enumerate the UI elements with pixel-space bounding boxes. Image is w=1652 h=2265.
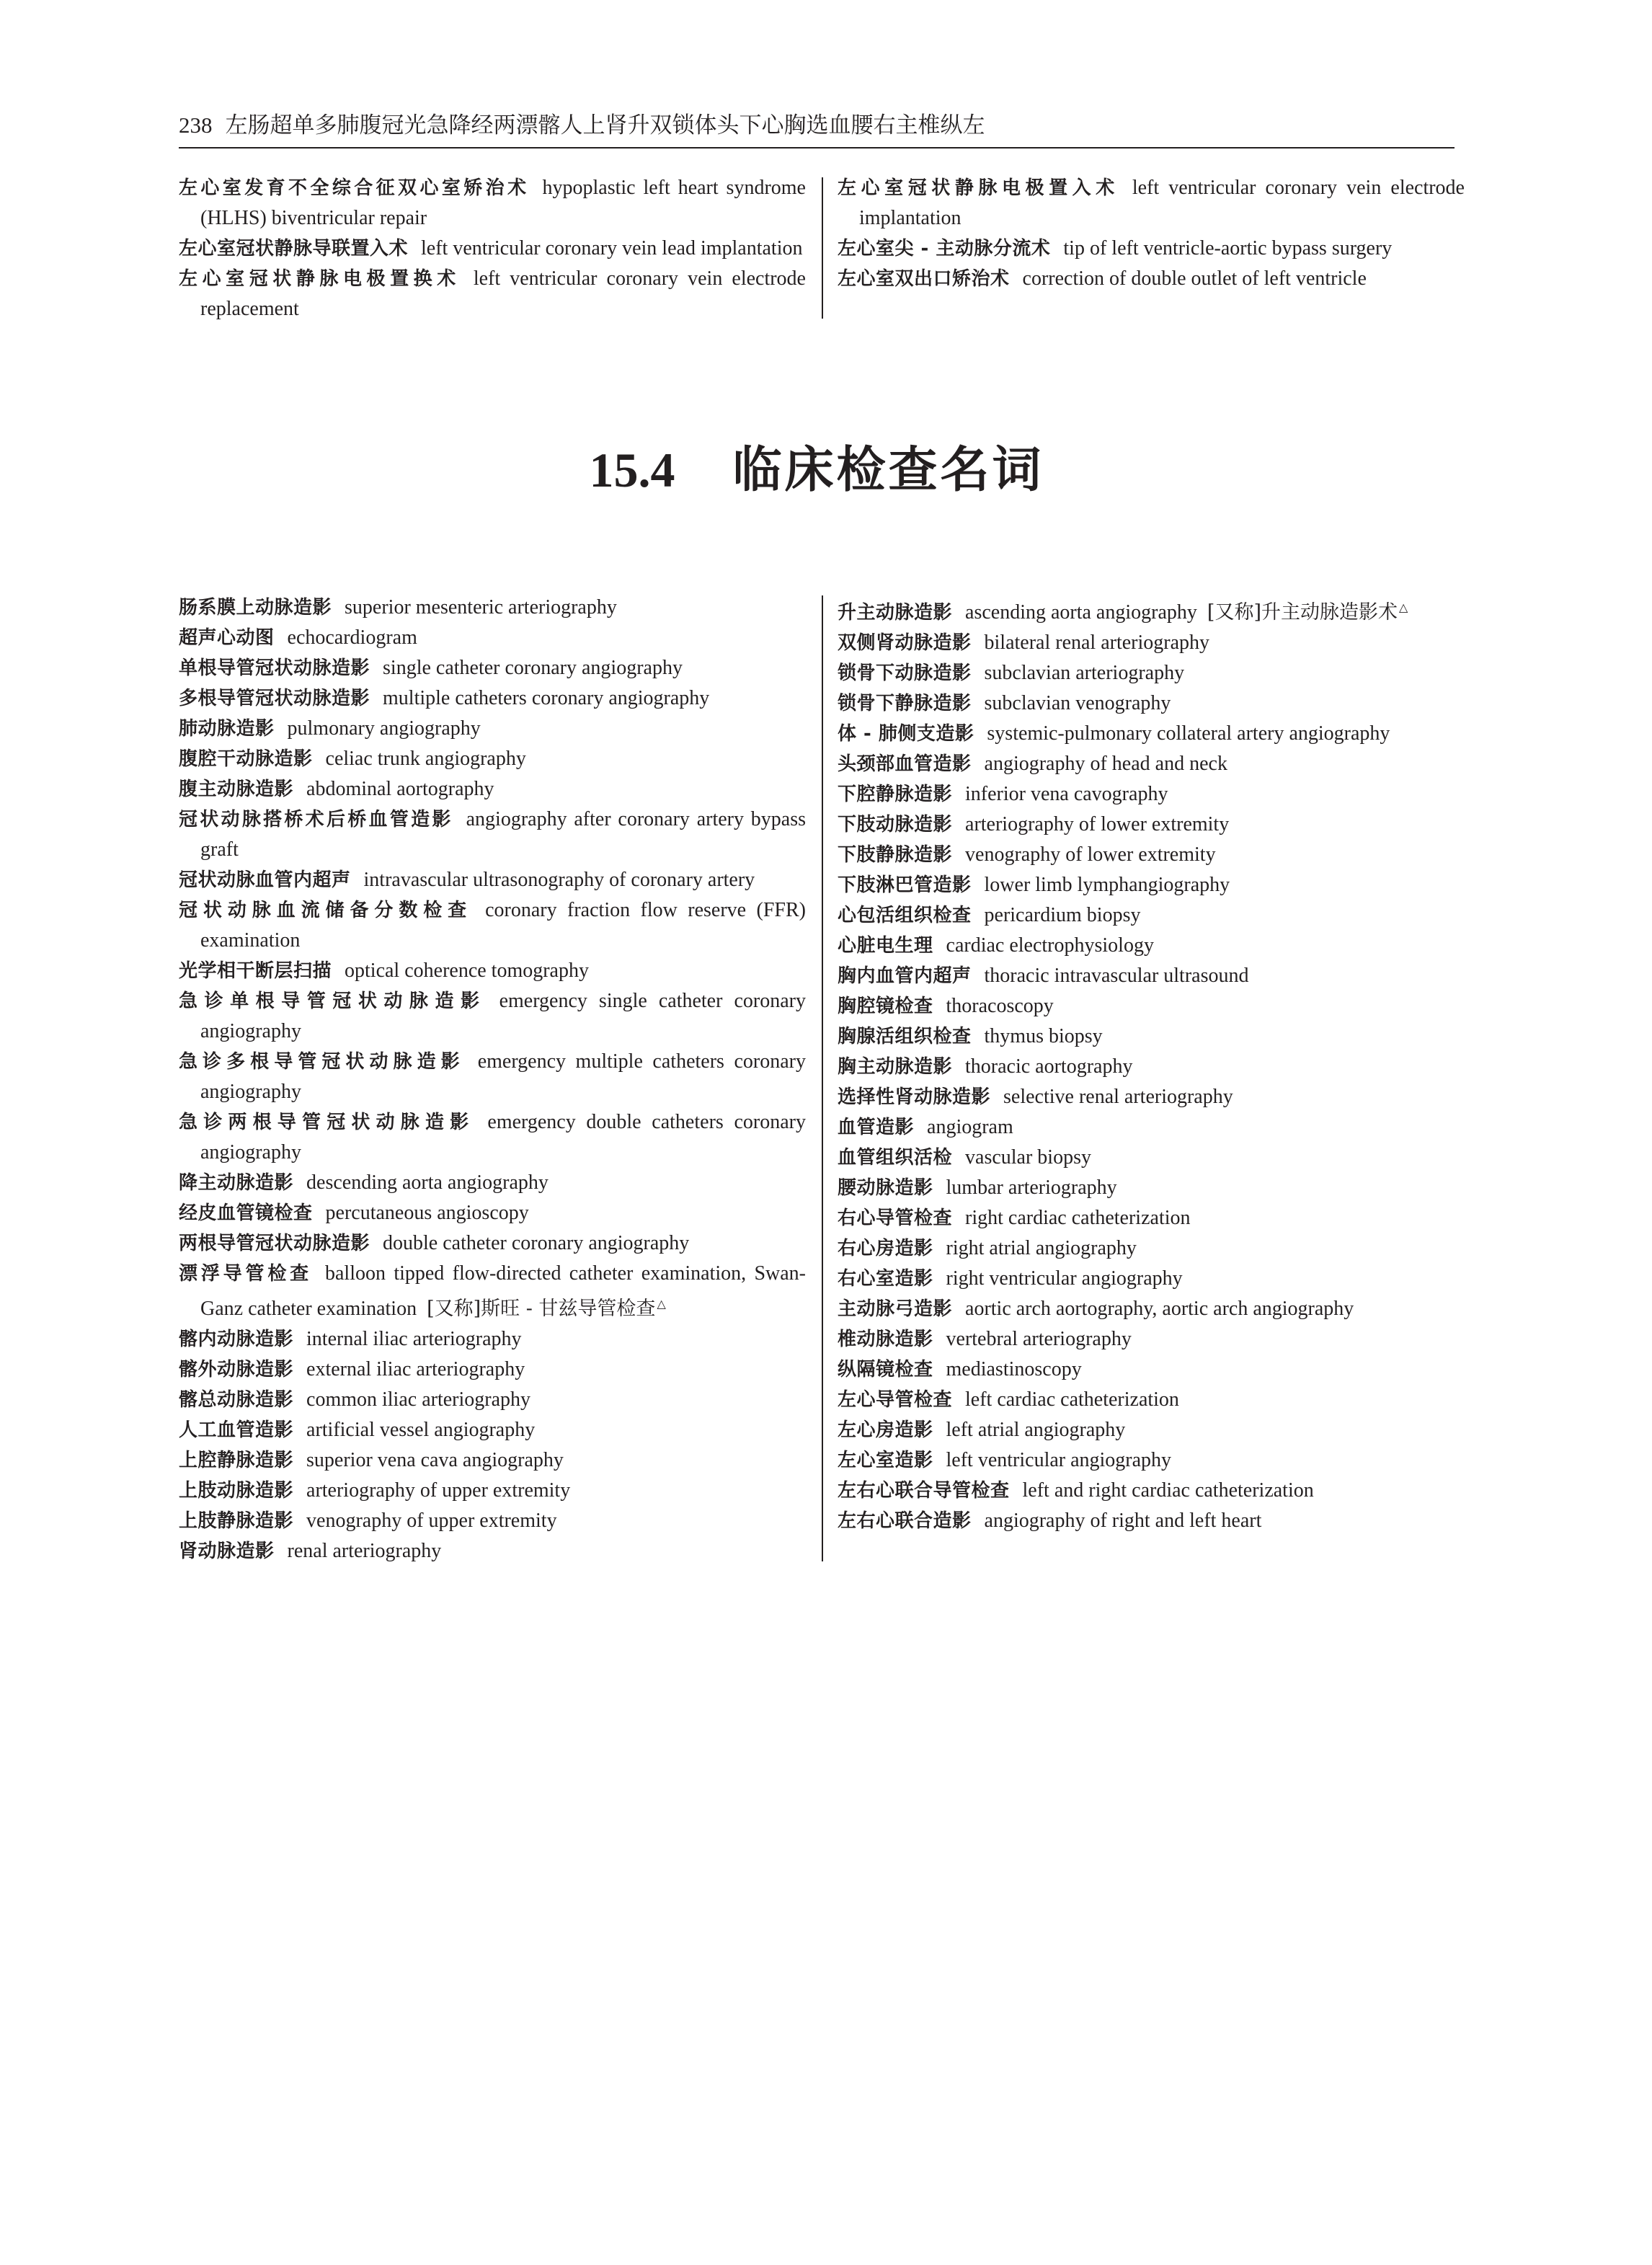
entry-term-zh: 急诊多根导管冠状动脉造影: [179, 1051, 465, 1073]
entry-term-en: angiography of head and neck: [984, 753, 1227, 775]
glossary-entry: [179, 653, 806, 683]
entry-term-zh: 心包活组织检查: [838, 905, 972, 926]
glossary-entry: [179, 1047, 806, 1107]
glossary-entry: [838, 810, 1465, 840]
entry-term-en: pulmonary angiography: [287, 717, 481, 740]
glossary-entry: [838, 1264, 1465, 1294]
glossary-entry: [838, 593, 1465, 628]
entry-term-en: tip of left ventricle-aortic bypass surgery: [1063, 237, 1393, 260]
glossary-entry: [838, 1112, 1465, 1143]
entry-term-en: correction of double outlet of left ventricle: [1022, 267, 1367, 290]
glossary-entry: [838, 931, 1465, 961]
glossary-entry: [179, 1324, 806, 1355]
entry-term-zh: 胸腔镜检查: [838, 996, 933, 1017]
entry-term-en: thoracoscopy: [946, 995, 1054, 1017]
entry-term-en: angiography after coronary artery bypass graft: [200, 808, 806, 861]
entry-term-en: descending aorta angiography: [306, 1171, 549, 1194]
glossary-entry: [838, 628, 1465, 658]
entry-term-en: arteriography of lower extremity: [965, 813, 1230, 835]
glossary-entry: [179, 1506, 806, 1536]
entry-term-en: left and right cardiac catheterization: [1022, 1479, 1314, 1502]
entry-term-zh: 单根导管冠状动脉造影: [179, 657, 370, 679]
glossary-entry: [838, 900, 1465, 931]
entry-term-zh: 头颈部血管造影: [838, 753, 972, 775]
entry-term-zh: 下肢静脉造影: [838, 844, 953, 866]
entry-term-en: emergency double catheters coronary angiography: [200, 1111, 806, 1163]
entry-term-zh: 经皮血管镜检查: [179, 1202, 313, 1224]
triangle-mark-icon: △: [1398, 600, 1408, 614]
section-number: 15.4: [589, 443, 675, 497]
entry-term-en: thymus biopsy: [984, 1025, 1103, 1047]
entry-term-zh: 左心室尖 - 主动脉分流术: [838, 238, 1051, 260]
glossary-entry: [179, 593, 806, 623]
glossary-entry: [179, 895, 806, 956]
entry-term-en: mediastinoscopy: [946, 1358, 1082, 1380]
entry-term-zh: 腰动脉造影: [838, 1177, 933, 1199]
entry-term-en: superior vena cava angiography: [306, 1449, 564, 1471]
entry-term-en: bilateral renal arteriography: [984, 631, 1210, 654]
entry-term-en: internal iliac arteriography: [306, 1328, 522, 1350]
entry-term-zh: 胸内血管内超声: [838, 965, 972, 987]
entry-term-en: selective renal arteriography: [1003, 1086, 1233, 1108]
glossary-entry: [179, 865, 806, 895]
section-title: [179, 434, 1455, 506]
entry-term-zh: 纵隔镜检查: [838, 1359, 933, 1380]
entry-term-en: lumbar arteriography: [946, 1176, 1117, 1199]
glossary-entry: [838, 779, 1465, 810]
entry-term-en: angiography of right and left heart: [984, 1510, 1262, 1532]
entry-term-zh: 人工血管造影: [179, 1419, 294, 1441]
entry-term-en: left ventricular angiography: [946, 1449, 1172, 1471]
glossary-entry: [838, 840, 1465, 870]
entry-term-en: thoracic intravascular ultrasound: [984, 965, 1249, 987]
entry-term-en: right atrial angiography: [946, 1237, 1137, 1259]
entry-term-zh: 胸腺活组织检查: [838, 1026, 972, 1047]
entry-term-zh: 急诊单根导管冠状动脉造影: [179, 990, 487, 1012]
running-header: [179, 108, 1455, 143]
entry-term-zh: 肠系膜上动脉造影: [179, 597, 332, 619]
entry-term-en: renal arteriography: [287, 1540, 442, 1562]
glossary-entry: [179, 1445, 806, 1476]
glossary-entry: [179, 264, 806, 324]
entry-term-en: left ventricular coronary vein lead implantation: [421, 237, 803, 260]
entry-term-en: vertebral arteriography: [946, 1328, 1132, 1350]
left-entries-column: [179, 593, 806, 1566]
glossary-entry: [838, 1294, 1465, 1324]
top-column-divider: [822, 177, 823, 319]
glossary-entry: [179, 1536, 806, 1566]
glossary-entry: [179, 1259, 806, 1324]
glossary-entry: [179, 623, 806, 653]
entry-term-zh: 椎动脉造影: [838, 1329, 933, 1350]
entry-term-zh: 升主动脉造影: [838, 602, 953, 624]
top-left-column: [179, 173, 806, 324]
glossary-entry: [838, 870, 1465, 900]
glossary-entry: [179, 173, 806, 234]
entry-term-zh: 肺动脉造影: [179, 718, 275, 740]
main-column-divider: [822, 595, 823, 1561]
entry-term-zh: 双侧肾动脉造影: [838, 632, 972, 654]
glossary-entry: [838, 1415, 1465, 1445]
entry-term-en: vascular biopsy: [965, 1146, 1091, 1169]
glossary-entry: [838, 1506, 1465, 1536]
entry-term-en: lower limb lymphangiography: [984, 874, 1230, 896]
glossary-entry: [838, 173, 1465, 234]
glossary-entry: [179, 714, 806, 744]
header-index-chars: 左肠超单多肺腹冠光急降经两漂髂人上肾升双锁体头下心胸选血腰右主椎纵左: [225, 112, 985, 138]
entry-term-en: angiogram: [927, 1116, 1013, 1138]
entry-term-en: echocardiogram: [287, 626, 417, 649]
glossary-entry: [179, 805, 806, 865]
entry-term-zh: 下腔静脉造影: [838, 784, 953, 805]
glossary-entry: [179, 234, 806, 264]
entry-term-zh: 肾动脉造影: [179, 1541, 275, 1562]
glossary-entry: [838, 719, 1465, 749]
entry-term-en: venography of upper extremity: [306, 1510, 557, 1532]
glossary-entry: [179, 956, 806, 986]
entry-term-zh: 下肢动脉造影: [838, 814, 953, 835]
glossary-entry: [179, 1476, 806, 1506]
entry-term-zh: 左心室发育不全综合征双心室矫治术: [179, 177, 530, 199]
entry-term-zh: 左心室造影: [838, 1450, 933, 1471]
entry-term-en: emergency single catheter coronary angiography: [200, 990, 806, 1042]
glossary-entry: [838, 991, 1465, 1021]
entry-term-en: artificial vessel angiography: [306, 1419, 536, 1441]
glossary-entry: [179, 1107, 806, 1168]
entry-term-zh: 冠状动脉搭桥术后桥血管造影: [179, 809, 453, 830]
entry-term-en: systemic-pulmonary collateral artery angiography: [987, 722, 1390, 745]
entry-term-en: thoracic aortography: [965, 1055, 1133, 1078]
entry-term-en: left ventricular coronary vein electrode replacement: [200, 267, 806, 320]
entry-term-zh: 上肢静脉造影: [179, 1510, 294, 1532]
top-right-column: [838, 173, 1465, 294]
entry-term-en: left ventricular coronary vein electrode implantation: [859, 177, 1465, 229]
glossary-entry: [179, 774, 806, 805]
entry-term-en: venography of lower extremity: [965, 843, 1216, 866]
entry-term-zh: 髂内动脉造影: [179, 1329, 294, 1350]
glossary-entry: [838, 1476, 1465, 1506]
glossary-entry: [838, 234, 1465, 264]
entry-term-zh: 两根导管冠状动脉造影: [179, 1233, 370, 1254]
entry-term-zh: 右心房造影: [838, 1238, 933, 1259]
entry-term-en: external iliac arteriography: [306, 1358, 525, 1380]
entry-term-zh: 血管组织活检: [838, 1147, 953, 1169]
entry-term-en: superior mesenteric arteriography: [345, 596, 617, 619]
entry-term-en: right ventricular angiography: [946, 1267, 1183, 1290]
glossary-entry: [179, 986, 806, 1047]
entry-term-zh: 左心室冠状静脉电极置换术: [179, 268, 461, 290]
entry-term-zh: 多根导管冠状动脉造影: [179, 688, 370, 709]
page-number: 238: [179, 112, 213, 138]
entry-alias: [又称]斯旺 - 甘兹导管检查: [427, 1298, 656, 1320]
entry-term-zh: 体 - 肺侧支造影: [838, 723, 974, 745]
glossary-entry: [838, 1143, 1465, 1173]
entry-term-en: percutaneous angioscopy: [325, 1202, 529, 1224]
glossary-entry: [179, 1415, 806, 1445]
glossary-entry: [838, 1173, 1465, 1203]
entry-term-zh: 左右心联合造影: [838, 1510, 972, 1532]
entry-term-zh: 光学相干断层扫描: [179, 960, 332, 982]
entry-term-zh: 左心室冠状静脉导联置入术: [179, 238, 409, 260]
entry-term-zh: 上腔静脉造影: [179, 1450, 294, 1471]
entry-term-en: right cardiac catheterization: [965, 1207, 1191, 1229]
right-entries-column: [838, 593, 1465, 1536]
entry-term-en: double catheter coronary angiography: [383, 1232, 690, 1254]
glossary-entry: [838, 1052, 1465, 1082]
entry-term-zh: 锁骨下动脉造影: [838, 662, 972, 684]
entry-term-zh: 锁骨下静脉造影: [838, 693, 972, 714]
entry-term-zh: 左心导管检查: [838, 1389, 953, 1411]
section-name: 临床检查名词: [732, 442, 1044, 499]
glossary-entry: [838, 1385, 1465, 1415]
entry-term-zh: 左心房造影: [838, 1419, 933, 1441]
glossary-entry: [179, 1355, 806, 1385]
entry-term-en: balloon tipped flow-directed catheter examination, Swan-Ganz catheter examination: [200, 1262, 806, 1320]
entry-term-en: intravascular ultrasonography of coronary artery: [363, 869, 755, 891]
glossary-entry: [838, 1203, 1465, 1233]
entry-term-zh: 髂总动脉造影: [179, 1389, 294, 1411]
entry-term-en: emergency multiple catheters coronary angiography: [200, 1050, 806, 1103]
entry-term-zh: 冠状动脉血流储备分数检查: [179, 900, 473, 921]
entry-term-en: arteriography of upper extremity: [306, 1479, 571, 1502]
glossary-entry: [179, 1385, 806, 1415]
glossary-entry: [838, 1082, 1465, 1112]
glossary-entry: [838, 1021, 1465, 1052]
entry-term-zh: 主动脉弓造影: [838, 1298, 953, 1320]
glossary-entry: [838, 1355, 1465, 1385]
entry-term-zh: 胸主动脉造影: [838, 1056, 953, 1078]
header-rule: [179, 147, 1455, 149]
entry-term-en: common iliac arteriography: [306, 1388, 531, 1411]
entry-term-en: cardiac electrophysiology: [946, 934, 1154, 957]
entry-term-en: coronary fraction flow reserve (FFR) examination: [200, 899, 806, 952]
entry-term-en: inferior vena cavography: [965, 783, 1168, 805]
entry-term-zh: 选择性肾动脉造影: [838, 1086, 991, 1108]
entry-term-en: ascending aorta angiography: [965, 601, 1197, 624]
entry-term-zh: 降主动脉造影: [179, 1172, 294, 1194]
entry-term-zh: 左右心联合导管检查: [838, 1480, 1010, 1502]
entry-term-zh: 漂浮导管检查: [179, 1263, 312, 1285]
glossary-entry: [179, 1168, 806, 1198]
glossary-entry: [838, 688, 1465, 719]
entry-term-zh: 冠状动脉血管内超声: [179, 869, 351, 891]
entry-term-zh: 上肢动脉造影: [179, 1480, 294, 1502]
entry-term-zh: 血管造影: [838, 1117, 915, 1138]
entry-term-zh: 下肢淋巴管造影: [838, 874, 972, 896]
glossary-entry: [838, 658, 1465, 688]
glossary-entry: [838, 1324, 1465, 1355]
entry-term-en: multiple catheters coronary angiography: [383, 687, 710, 709]
glossary-entry: [838, 264, 1465, 294]
glossary-entry: [838, 749, 1465, 779]
entry-term-en: subclavian venography: [984, 692, 1171, 714]
entry-term-zh: 右心室造影: [838, 1268, 933, 1290]
triangle-mark-icon: △: [657, 1297, 666, 1311]
entry-term-en: subclavian arteriography: [984, 662, 1185, 684]
entry-term-zh: 腹主动脉造影: [179, 779, 294, 800]
entry-term-en: abdominal aortography: [306, 778, 494, 800]
entry-term-en: left cardiac catheterization: [965, 1388, 1179, 1411]
glossary-entry: [179, 683, 806, 714]
entry-term-en: single catheter coronary angiography: [383, 657, 683, 679]
entry-term-zh: 左心室冠状静脉电极置入术: [838, 177, 1119, 199]
glossary-entry: [179, 1198, 806, 1228]
entry-term-zh: 超声心动图: [179, 627, 275, 649]
glossary-entry: [838, 961, 1465, 991]
glossary-entry: [179, 1228, 806, 1259]
entry-term-zh: 髂外动脉造影: [179, 1359, 294, 1380]
glossary-entry: [838, 1445, 1465, 1476]
entry-term-zh: 右心导管检查: [838, 1207, 953, 1229]
entry-term-en: left atrial angiography: [946, 1419, 1126, 1441]
glossary-entry: [838, 1233, 1465, 1264]
entry-term-zh: 心脏电生理: [838, 935, 933, 957]
entry-term-zh: 腹腔干动脉造影: [179, 748, 313, 770]
entry-alias: [又称]升主动脉造影术: [1207, 601, 1398, 624]
entry-term-zh: 急诊两根导管冠状动脉造影: [179, 1112, 475, 1133]
entry-term-en: hypoplastic left heart syndrome (HLHS) biventricular repair: [200, 177, 806, 229]
entry-term-en: celiac trunk angiography: [325, 748, 526, 770]
glossary-entry: [179, 744, 806, 774]
entry-term-en: pericardium biopsy: [984, 904, 1141, 926]
entry-term-en: aortic arch aortography, aortic arch angiography: [965, 1298, 1354, 1320]
entry-term-zh: 左心室双出口矫治术: [838, 268, 1010, 290]
entry-term-en: optical coherence tomography: [345, 959, 589, 982]
